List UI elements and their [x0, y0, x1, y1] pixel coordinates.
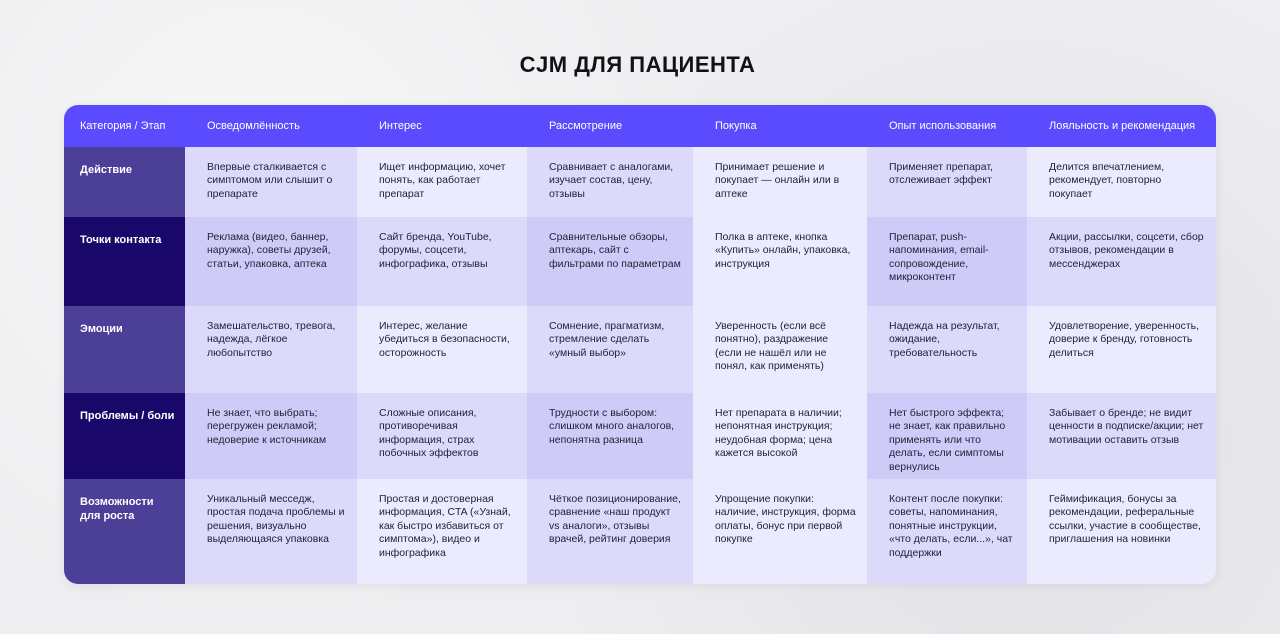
table-cell: Уникальный месседж, простая подача проблемы и решения, визуально выделяющаяся упаковка — [185, 479, 357, 584]
table-cell: Не знает, что выбрать; перегружен рекламой; недоверие к источникам — [185, 393, 357, 479]
table-cell: Реклама (видео, баннер, наружка), советы друзей, статьи, упаковка, аптека — [185, 217, 357, 306]
table-cell: Контент после покупки: советы, напоминания, понятные инструкции, «что делать, если...», чат поддержки — [867, 479, 1027, 584]
table-cell: Упрощение покупки: наличие, инструкция, форма оплаты, бонус при первой покупке — [693, 479, 867, 584]
table-cell: Сложные описания, противоречивая информация, страх побочных эффектов — [357, 393, 527, 479]
header-interest: Интерес — [357, 105, 527, 147]
table-cell: Сравнительные обзоры, аптекарь, сайт с фильтрами по параметрам — [527, 217, 693, 306]
table-cell: Нет быстрого эффекта; не знает, как правильно применять или что делать, если симптомы вернулись — [867, 393, 1027, 479]
table-cell: Простая и достоверная информация, CTA («Узнай, как быстро избавиться от симптома»), видео и инфографика — [357, 479, 527, 584]
header-category-stage: Категория / Этап — [64, 105, 185, 147]
table-cell: Чёткое позиционирование, сравнение «наш продукт vs аналоги», отзывы врачей, рейтинг доверия — [527, 479, 693, 584]
table-cell: Уверенность (если всё понятно), раздражение (если не нашёл или не понял, как применять) — [693, 306, 867, 393]
header-consideration: Рассмотрение — [527, 105, 693, 147]
cjm-table — [64, 105, 1216, 584]
header-awareness: Осведомлённость — [185, 105, 357, 147]
table-cell: Полка в аптеке, кнопка «Купить» онлайн, упаковка, инструкция — [693, 217, 867, 306]
row-label-emotions: Эмоции — [64, 306, 185, 393]
table-cell: Нет препарата в наличии; непонятная инструкция; неудобная форма; цена кажется высокой — [693, 393, 867, 479]
table-cell: Впервые сталкивается с симптомом или слышит о препарате — [185, 147, 357, 217]
table-cell: Делится впечатлением, рекомендует, повторно покупает — [1027, 147, 1216, 217]
table-cell: Удовлетворение, уверенность, доверие к бренду, готовность делиться — [1027, 306, 1216, 393]
table-cell: Препарат, push-напоминания, email-сопровождение, микроконтент — [867, 217, 1027, 306]
table-cell: Геймификация, бонусы за рекомендации, реферальные ссылки, участие в сообществе, приглашения на новинки — [1027, 479, 1216, 584]
page-title: CJM ДЛЯ ПАЦИЕНТА — [519, 52, 756, 77]
row-label-touchpoints: Точки контакта — [64, 217, 185, 306]
table-cell: Интерес, желание убедиться в безопасности, осторожность — [357, 306, 527, 393]
table-cell: Трудности с выбором: слишком много аналогов, непонятна разница — [527, 393, 693, 479]
table-cell: Сайт бренда, YouTube, форумы, соцсети, инфографика, отзывы — [357, 217, 527, 306]
table-cell: Надежда на результат, ожидание, требовательность — [867, 306, 1027, 393]
row-label-action: Действие — [64, 147, 185, 217]
header-loyalty: Лояльность и рекомендация — [1027, 105, 1216, 147]
table-cell: Применяет препарат, отслеживает эффект — [867, 147, 1027, 217]
header-usage: Опыт использования — [867, 105, 1027, 147]
header-purchase: Покупка — [693, 105, 867, 147]
table-cell: Забывает о бренде; не видит ценности в подписке/акции; нет мотивации оставить отзыв — [1027, 393, 1216, 479]
table-cell: Принимает решение и покупает — онлайн или в аптеке — [693, 147, 867, 217]
table-cell: Акции, рассылки, соцсети, сбор отзывов, рекомендации в мессенджерах — [1027, 217, 1216, 306]
row-label-growth: Возможности для роста — [64, 479, 185, 584]
table-cell: Сомнение, прагматизм, стремление сделать «умный выбор» — [527, 306, 693, 393]
row-label-pain-points: Проблемы / боли — [64, 393, 185, 479]
table-cell: Ищет информацию, хочет понять, как работает препарат — [357, 147, 527, 217]
table-cell: Замешательство, тревога, надежда, лёгкое любопытство — [185, 306, 357, 393]
table-cell: Сравнивает с аналогами, изучает состав, цену, отзывы — [527, 147, 693, 217]
